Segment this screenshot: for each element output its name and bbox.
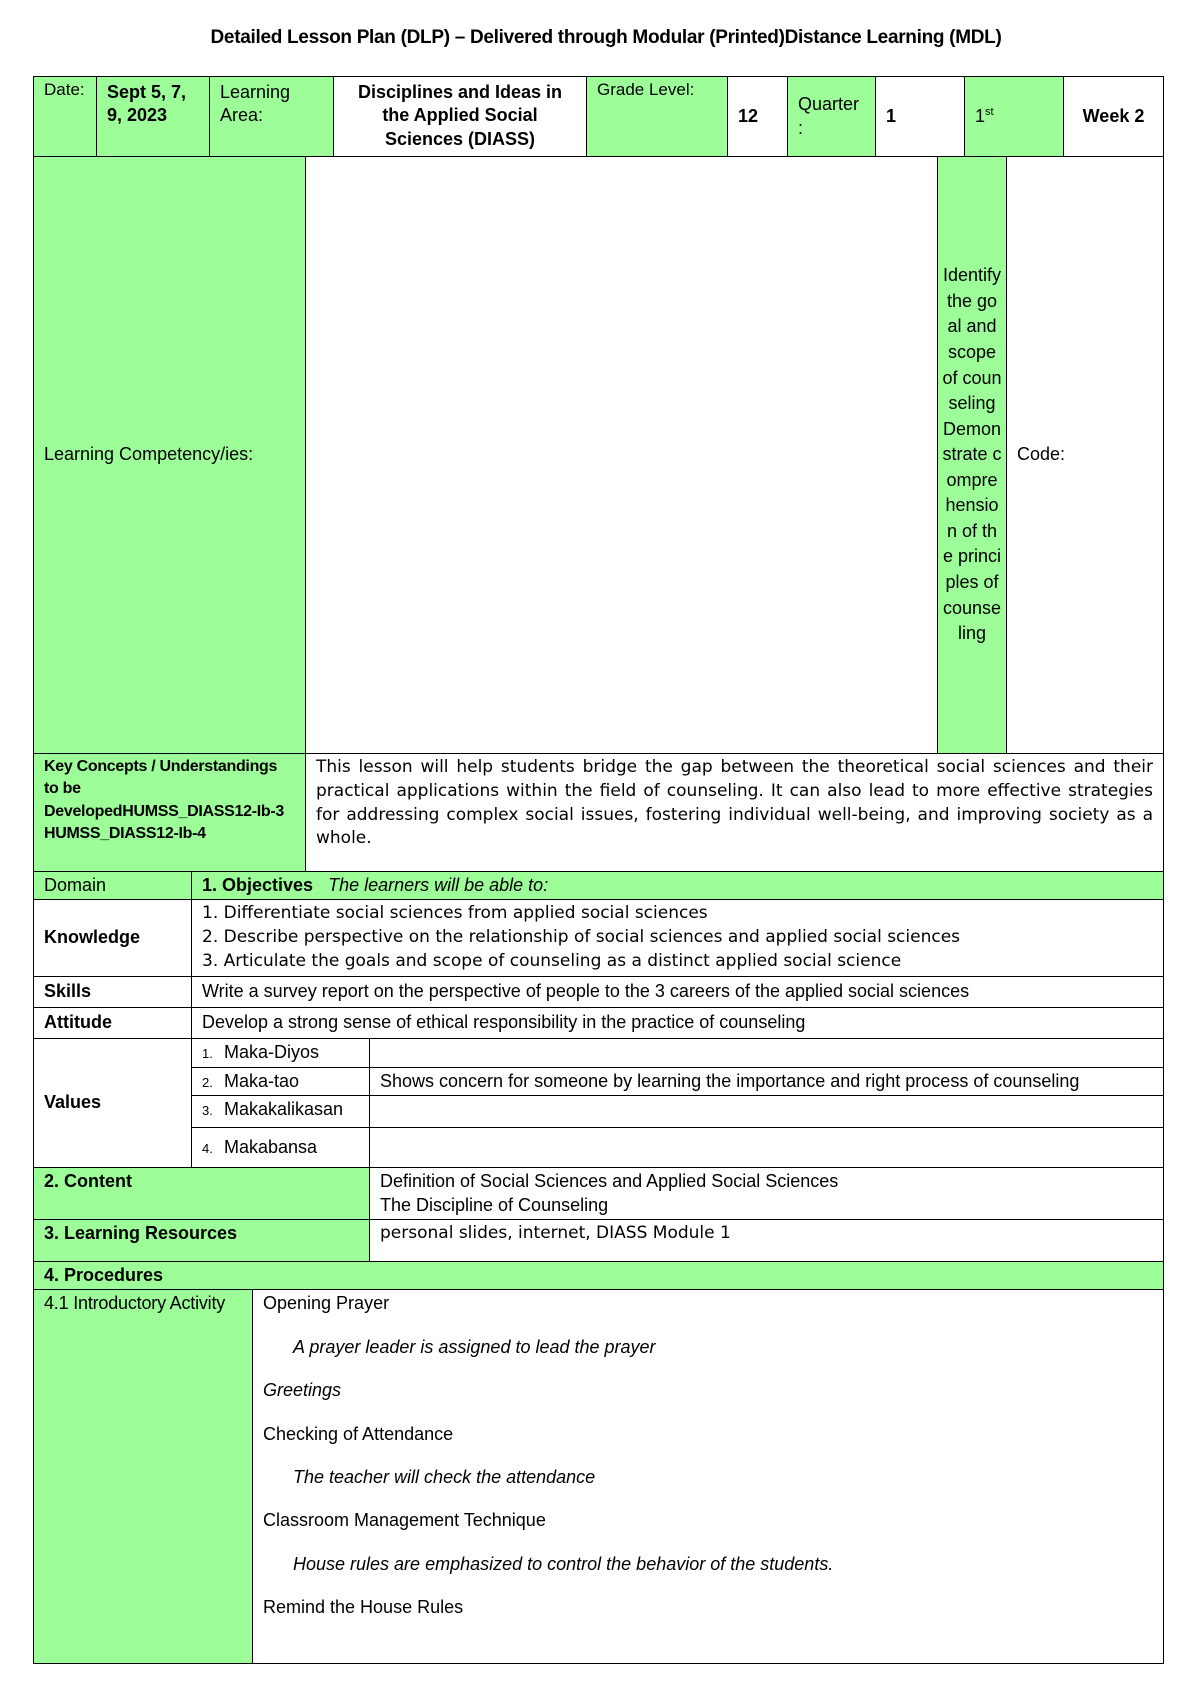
- quarter-label: Quarter :: [788, 77, 876, 157]
- learning-area-label: Learning Area:: [210, 77, 334, 157]
- resources-label: 3. Learning Resources: [34, 1220, 370, 1266]
- resources-text: personal slides, internet, DIASS Module 1: [370, 1220, 1164, 1266]
- objectives-subtitle: The learners will be able to:: [328, 875, 549, 895]
- competency-spacer: [306, 157, 938, 754]
- competency-table: [33, 156, 1164, 872]
- competency-label: Learning Competency/ies:: [34, 157, 306, 754]
- content-text: [370, 1168, 1164, 1220]
- procedure-item: Remind the House Rules: [263, 1597, 464, 1618]
- value-name: Makabansa: [224, 1136, 318, 1157]
- procedure-item: Checking of Attendance: [263, 1423, 454, 1444]
- value-name: Maka-Diyos: [224, 1041, 320, 1062]
- value-item: [192, 1096, 370, 1128]
- knowledge-label: Knowledge: [34, 900, 192, 976]
- skills-text: Write a survey report on the perspective of people to the 3 careers of the applied social sciences: [192, 976, 1164, 1007]
- value-name: Maka-tao: [224, 1070, 300, 1091]
- introductory-activity-content: [253, 1290, 1164, 1664]
- value-desc: Shows concern for someone by learning the importance and right process of counseling: [370, 1067, 1164, 1095]
- objectives-title: 1. Objectives: [202, 875, 314, 895]
- value-num: 4.: [202, 1140, 213, 1156]
- content-line: The Discipline of Counseling: [380, 1194, 609, 1215]
- value-item: [192, 1067, 370, 1095]
- date-label: Date:: [34, 77, 97, 157]
- procedure-item: Opening Prayer: [263, 1293, 390, 1314]
- procedures-heading: 4. Procedures: [34, 1262, 1164, 1290]
- header-table: [33, 76, 1164, 157]
- date-value: Sept 5, 7, 9, 2023: [97, 77, 210, 157]
- domain-label: Domain: [34, 872, 192, 900]
- grade-level-label: Grade Level:: [587, 77, 728, 157]
- competency-text: Identify the goal and scope of counseling Demonstrate comprehension of the principles of counseling: [938, 157, 1007, 754]
- value-num: 2.: [202, 1074, 213, 1090]
- introductory-activity-label: 4.1 Introductory Activity: [34, 1290, 253, 1664]
- value-desc: [370, 1128, 1164, 1168]
- value-desc: [370, 1096, 1164, 1128]
- value-desc: [370, 1038, 1164, 1067]
- semester-suffix: st: [985, 105, 994, 118]
- semester-num: 1: [975, 105, 986, 126]
- knowledge-item: 3. Articulate the goals and scope of counseling as a distinct applied social science: [202, 950, 902, 971]
- knowledge-item: 1. Differentiate social sciences from applied social sciences: [202, 903, 708, 924]
- procedure-note: A prayer leader is assigned to lead the prayer: [293, 1336, 656, 1357]
- document-title: Detailed Lesson Plan (DLP) – Delivered through Modular (Printed)Distance Learning (MDL): [210, 27, 1002, 48]
- week-value: Week 2: [1064, 77, 1164, 157]
- quarter-value: 1: [876, 77, 965, 157]
- value-item: [192, 1128, 370, 1168]
- procedure-note: House rules are emphasized to control the behavior of the students.: [293, 1553, 834, 1574]
- value-name: Makakalikasan: [224, 1099, 344, 1120]
- attitude-label: Attitude: [34, 1007, 192, 1038]
- skills-label: Skills: [34, 976, 192, 1007]
- value-item: [192, 1038, 370, 1067]
- values-label: Values: [34, 1038, 192, 1167]
- code-label: Code:: [1007, 157, 1164, 754]
- knowledge-item: 2. Describe perspective on the relationship of social sciences and applied social sciences: [202, 927, 961, 948]
- learning-area-value: Disciplines and Ideas in the Applied Social Sciences (DIASS): [334, 77, 587, 157]
- objectives-table: [33, 871, 1164, 1266]
- procedure-note: The teacher will check the attendance: [293, 1466, 596, 1487]
- value-num: 3.: [202, 1103, 213, 1119]
- grade-level-value: 12: [728, 77, 788, 157]
- key-concepts-text: This lesson will help students bridge the gap between the theoretical social sciences and their practical applications within the field of counseling. It can also lead to more effective strategies for addressing complex social issues, fostering individual well-being, and improving society as a whole.: [306, 754, 1164, 872]
- knowledge-list: [192, 900, 1164, 976]
- attitude-text: Develop a strong sense of ethical responsibility in the practice of counseling: [192, 1007, 1164, 1038]
- objectives-heading: [192, 872, 1164, 900]
- value-num: 1.: [202, 1045, 213, 1061]
- content-line: Definition of Social Sciences and Applied Social Sciences: [380, 1171, 839, 1192]
- procedure-item: Classroom Management Technique: [263, 1510, 546, 1531]
- content-label: 2. Content: [34, 1168, 370, 1220]
- key-concepts-label: Key Concepts / Understandings to be DevelopedHUMSS_DIASS12-Ib-3 HUMSS_DIASS12-Ib-4: [34, 754, 306, 872]
- semester-value: [965, 77, 1064, 157]
- procedures-table: [33, 1261, 1164, 1664]
- procedure-item: Greetings: [263, 1380, 342, 1401]
